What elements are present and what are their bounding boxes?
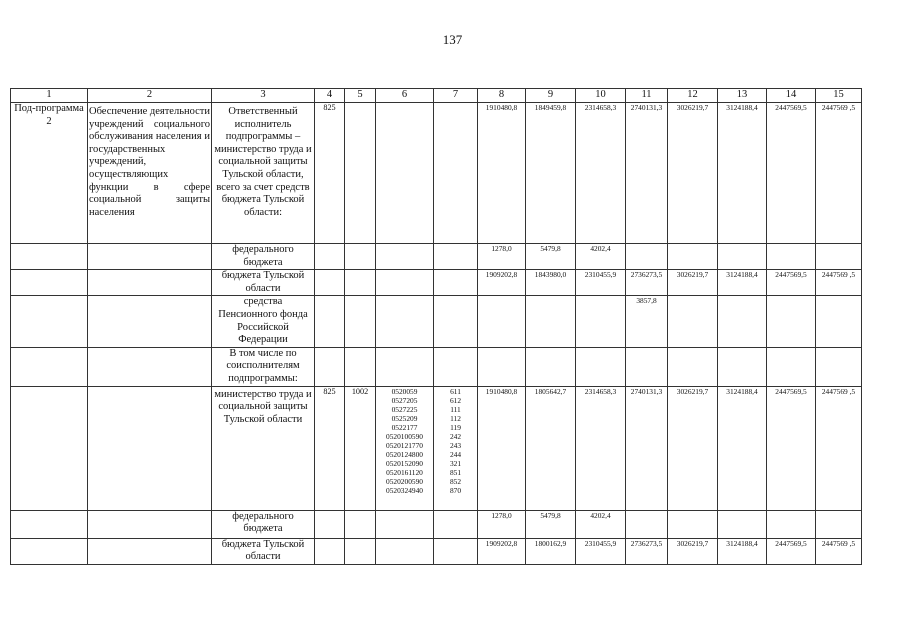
value-cell xyxy=(668,510,718,538)
target-article-codes xyxy=(376,386,434,510)
value-cell: 2736273,5 xyxy=(626,270,668,296)
target-article-code: 0520200590 xyxy=(386,476,423,486)
empty-cell xyxy=(11,538,88,564)
value-cell: 2447569,5 xyxy=(767,386,816,510)
expense-type-code: 870 xyxy=(449,485,462,495)
target-article-code: 0520100590 xyxy=(386,431,423,441)
target-article-codes xyxy=(376,244,434,270)
value-cell xyxy=(478,296,526,347)
expense-type-codes xyxy=(434,386,478,510)
column-header: 10 xyxy=(576,89,626,103)
target-article-codes xyxy=(376,296,434,347)
value-cell: 3026219,7 xyxy=(668,386,718,510)
value-cell: 1910480,8 xyxy=(478,103,526,244)
target-article-code: 0527225 xyxy=(391,404,418,414)
target-article-codes xyxy=(376,510,434,538)
column-header: 11 xyxy=(626,89,668,103)
empty-cell xyxy=(88,296,212,347)
funding-source-cell: бюджета Тульской области xyxy=(212,270,315,296)
value-cell xyxy=(668,244,718,270)
value-cell: 1805642,7 xyxy=(526,386,576,510)
budget-table xyxy=(10,88,862,565)
target-article-codes xyxy=(376,270,434,296)
value-cell: 2310455,9 xyxy=(576,538,626,564)
value-cell: 5479,8 xyxy=(526,510,576,538)
value-cell xyxy=(668,347,718,386)
table-row xyxy=(11,510,862,538)
column-header: 9 xyxy=(526,89,576,103)
value-cell xyxy=(767,510,816,538)
value-cell: 3026219,7 xyxy=(668,270,718,296)
value-cell: 3124188,4 xyxy=(718,538,767,564)
expense-type-code: 112 xyxy=(450,413,461,423)
value-cell xyxy=(816,244,862,270)
value-cell xyxy=(718,347,767,386)
target-article-code: 0520124800 xyxy=(386,449,423,459)
expense-type-code: 611 xyxy=(450,386,461,396)
grbs-code: 825 xyxy=(315,103,345,244)
subprogram-label: Под-программа 2 xyxy=(11,103,88,244)
value-cell: 1909202,8 xyxy=(478,270,526,296)
funding-source-cell: федерального бюджета xyxy=(212,510,315,538)
funding-source-cell: средства Пенсионного фонда Российской Федерации xyxy=(212,296,315,347)
grbs-code xyxy=(315,270,345,296)
target-article-code: 0520324940 xyxy=(386,485,423,495)
table-row xyxy=(11,270,862,296)
target-article-code: 0522177 xyxy=(391,422,418,432)
value-cell: 2447569 ,5 xyxy=(816,270,862,296)
expense-type-code: 242 xyxy=(449,431,462,441)
column-header: 5 xyxy=(345,89,376,103)
value-cell: 2447569 ,5 xyxy=(816,538,862,564)
empty-cell xyxy=(88,270,212,296)
table-row xyxy=(11,538,862,564)
value-cell: 2447569,5 xyxy=(767,270,816,296)
target-article-code: 0520121770 xyxy=(386,440,423,450)
expense-type-code: 111 xyxy=(450,404,461,414)
expense-type-code: 851 xyxy=(449,467,462,477)
value-cell: 3124188,4 xyxy=(718,270,767,296)
value-cell: 3026219,7 xyxy=(668,103,718,244)
section-code xyxy=(345,103,376,244)
expense-type-codes xyxy=(434,296,478,347)
header-row xyxy=(11,89,862,103)
value-cell: 1278,0 xyxy=(478,244,526,270)
column-header: 2 xyxy=(88,89,212,103)
expense-type-code: 119 xyxy=(450,422,461,432)
value-cell xyxy=(478,347,526,386)
value-cell xyxy=(816,347,862,386)
grbs-code xyxy=(315,538,345,564)
table-row xyxy=(11,244,862,270)
value-cell: 3124188,4 xyxy=(718,103,767,244)
value-cell xyxy=(576,347,626,386)
column-header: 13 xyxy=(718,89,767,103)
section-code xyxy=(345,510,376,538)
empty-cell xyxy=(88,244,212,270)
subprogram-description: Обеспечение деятельности учреждений социального обслуживания населения и государственных учреждений, осуществляющих функции в сфере социальной защиты населения xyxy=(88,103,212,244)
value-cell xyxy=(718,296,767,347)
empty-cell xyxy=(11,386,88,510)
value-cell xyxy=(668,296,718,347)
table-row xyxy=(11,103,862,244)
value-cell: 2740131,3 xyxy=(626,386,668,510)
section-code: 1002 xyxy=(345,386,376,510)
value-cell xyxy=(626,244,668,270)
target-article-code: 0520152090 xyxy=(386,458,423,468)
expense-type-code: 243 xyxy=(449,440,462,450)
column-header: 3 xyxy=(212,89,315,103)
expense-type-codes xyxy=(434,538,478,564)
executor-cell: Ответственный исполнитель подпрограммы – министерство труда и социальной защиты Тульской области, всего за счет средств бюджета Тульской области: xyxy=(212,103,315,244)
column-header: 15 xyxy=(816,89,862,103)
value-cell xyxy=(816,296,862,347)
expense-type-codes xyxy=(434,510,478,538)
value-cell: 2740131,3 xyxy=(626,103,668,244)
value-cell xyxy=(626,510,668,538)
value-cell: 3026219,7 xyxy=(668,538,718,564)
section-code xyxy=(345,270,376,296)
grbs-code: 825 xyxy=(315,386,345,510)
section-code xyxy=(345,538,376,564)
value-cell xyxy=(526,296,576,347)
expense-type-codes xyxy=(434,103,478,244)
value-cell xyxy=(718,244,767,270)
value-cell xyxy=(576,296,626,347)
value-cell: 1278,0 xyxy=(478,510,526,538)
empty-cell xyxy=(11,510,88,538)
target-article-code: 0520161120 xyxy=(386,467,423,477)
column-header: 8 xyxy=(478,89,526,103)
section-code xyxy=(345,244,376,270)
expense-type-code-list xyxy=(435,387,476,495)
value-cell: 1843980,0 xyxy=(526,270,576,296)
value-cell: 4202,4 xyxy=(576,244,626,270)
empty-cell xyxy=(88,386,212,510)
column-header: 6 xyxy=(376,89,434,103)
column-header: 14 xyxy=(767,89,816,103)
value-cell: 3857,8 xyxy=(626,296,668,347)
section-code xyxy=(345,347,376,386)
expense-type-code: 244 xyxy=(449,449,462,459)
grbs-code xyxy=(315,347,345,386)
column-header: 1 xyxy=(11,89,88,103)
value-cell: 2314658,3 xyxy=(576,386,626,510)
empty-cell xyxy=(11,270,88,296)
grbs-code xyxy=(315,296,345,347)
funding-source-cell: федерального бюджета xyxy=(212,244,315,270)
target-article-codes xyxy=(376,347,434,386)
column-header: 12 xyxy=(668,89,718,103)
target-article-code: 0520059 xyxy=(391,386,418,396)
value-cell xyxy=(767,296,816,347)
grbs-code xyxy=(315,244,345,270)
value-cell: 2310455,9 xyxy=(576,270,626,296)
value-cell: 2314658,3 xyxy=(576,103,626,244)
value-cell: 1910480,8 xyxy=(478,386,526,510)
empty-cell xyxy=(11,296,88,347)
table-row xyxy=(11,386,862,510)
value-cell: 2447569 ,5 xyxy=(816,103,862,244)
section-code xyxy=(345,296,376,347)
expense-type-codes xyxy=(434,347,478,386)
table-row xyxy=(11,347,862,386)
value-cell: 1800162,9 xyxy=(526,538,576,564)
value-cell xyxy=(816,510,862,538)
target-article-code-list xyxy=(377,387,432,495)
value-cell: 5479,8 xyxy=(526,244,576,270)
page-number: 137 xyxy=(442,32,463,47)
target-article-code: 0525209 xyxy=(391,413,418,423)
empty-cell xyxy=(11,244,88,270)
target-article-code: 0527205 xyxy=(391,395,418,405)
expense-type-codes xyxy=(434,270,478,296)
value-cell xyxy=(767,347,816,386)
value-cell: 2447569,5 xyxy=(767,538,816,564)
empty-cell xyxy=(88,538,212,564)
expense-type-code: 852 xyxy=(449,476,462,486)
value-cell: 2447569,5 xyxy=(767,103,816,244)
grbs-code xyxy=(315,510,345,538)
value-cell: 3124188,4 xyxy=(718,386,767,510)
expense-type-code: 321 xyxy=(449,458,462,468)
target-article-codes xyxy=(376,103,434,244)
value-cell xyxy=(718,510,767,538)
value-cell xyxy=(626,347,668,386)
value-cell: 1909202,8 xyxy=(478,538,526,564)
value-cell xyxy=(767,244,816,270)
column-header: 4 xyxy=(315,89,345,103)
co-executor-cell: министерство труда и социальной защиты Тульской области xyxy=(212,386,315,510)
value-cell: 1849459,8 xyxy=(526,103,576,244)
column-header: 7 xyxy=(434,89,478,103)
empty-cell xyxy=(88,510,212,538)
empty-cell xyxy=(11,347,88,386)
funding-source-cell: бюджета Тульской области xyxy=(212,538,315,564)
target-article-codes xyxy=(376,538,434,564)
co-executors-heading: В том числе по соисполнителям подпрограммы: xyxy=(212,347,315,386)
value-cell: 2447569 ,5 xyxy=(816,386,862,510)
expense-type-code: 612 xyxy=(449,395,462,405)
expense-type-codes xyxy=(434,244,478,270)
value-cell xyxy=(526,347,576,386)
empty-cell xyxy=(88,347,212,386)
value-cell: 2736273,5 xyxy=(626,538,668,564)
table-row xyxy=(11,296,862,347)
value-cell: 4202,4 xyxy=(576,510,626,538)
